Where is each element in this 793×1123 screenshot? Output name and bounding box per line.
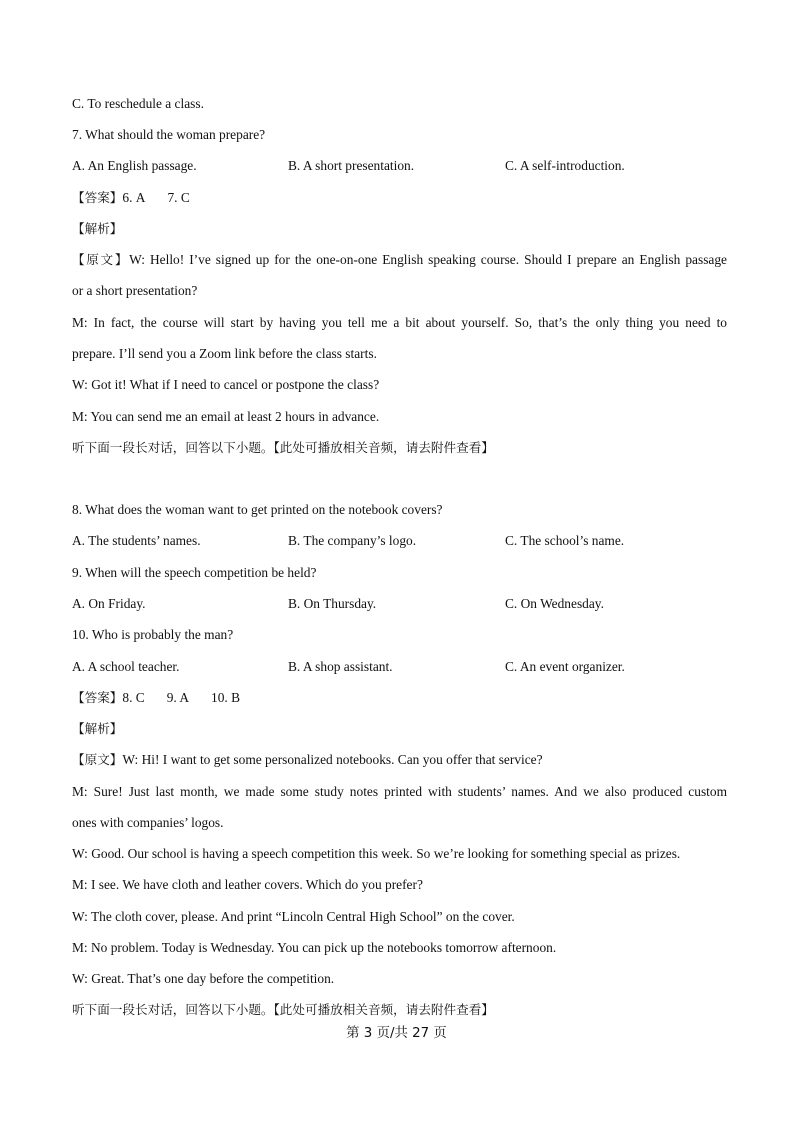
q8-option-a: A. The students’ names. [72,533,201,548]
transcript-line: or a short presentation? [72,283,198,298]
question-9: 9. When will the speech competition be held? [72,565,317,580]
answer-10: 10. B [211,690,241,705]
transcript-line: M: You can send me an email at least 2 hours in advance. [72,409,380,424]
option-c-previous: C. To reschedule a class. [72,96,204,111]
transcript-line: prepare. I’ll send you a Zoom link before the class starts. [72,346,377,361]
transcript-line: ones with companies’ logos. [72,815,224,830]
q10-option-c: C. An event organizer. [505,659,625,674]
question-10: 10. Who is probably the man? [72,627,234,642]
transcript-line: M: No problem. Today is Wednesday. You can pick up the notebooks tomorrow afternoon. [72,940,557,955]
q10-option-b: B. A shop assistant. [288,659,393,674]
q9-option-c: C. On Wednesday. [505,596,604,611]
listening-instruction: 听下面一段长对话，回答以下小题。【此处可播放相关音频，请去附件查看】 [72,440,494,455]
listening-instruction: 听下面一段长对话，回答以下小题。【此处可播放相关音频，请去附件查看】 [72,1002,494,1017]
q8-option-c: C. The school’s name. [505,533,625,548]
answer-label: 【答案】 [72,190,123,205]
q7-option-b: B. A short presentation. [288,158,415,173]
transcript-line: W: Got it! What if I need to cancel or postpone the class? [72,377,380,392]
page-footer: 第 3 页/共 27 页 [346,1026,447,1041]
question-7: 7. What should the woman prepare? [72,127,266,142]
q8-option-b: B. The company’s logo. [288,533,417,548]
answer-9: 9. A [166,690,190,705]
analysis-label: 【解析】 [72,721,123,736]
original-label: 【原文】 [72,252,130,267]
transcript-line [72,752,543,768]
q7-option-c: C. A self-introduction. [505,158,625,173]
answer-label: 【答案】 [72,690,123,705]
transcript-line: W: The cloth cover, please. And print “Lincoln Central High School” on the cover. [72,909,515,924]
q7-option-a: A. An English passage. [72,158,197,173]
transcript-line [72,252,727,268]
original-label: 【原文】 [72,752,123,767]
answer-6: 6. A [122,190,146,205]
transcript-line: W: Great. That’s one day before the competition. [72,971,335,986]
transcript-text: W: Hi! I want to get some personalized notebooks. Can you offer that service? [122,752,543,767]
transcript-line: M: I see. We have cloth and leather covers. Which do you prefer? [72,877,423,892]
q9-option-b: B. On Thursday. [288,596,377,611]
question-8: 8. What does the woman want to get printed on the notebook covers? [72,502,443,517]
answer-7: 7. C [167,190,190,205]
answer-line-2 [72,690,240,706]
q10-option-a: A. A school teacher. [72,659,180,674]
q9-option-a: A. On Friday. [72,596,146,611]
answer-line-1 [72,190,190,206]
transcript-line: M: Sure! Just last month, we made some study notes printed with students’ names. And we also produced custom [72,784,727,799]
answer-8: 8. C [122,690,145,705]
transcript-line: W: Good. Our school is having a speech competition this week. So we’re looking for something special as prizes. [72,846,681,861]
analysis-label: 【解析】 [72,221,123,236]
transcript-text: W: Hello! I’ve signed up for the one-on-one English speaking course. Should I prepare an English passage [129,252,727,267]
transcript-line: M: In fact, the course will start by having you tell me a bit about yourself. So, that’s the only thing you need to [72,315,727,330]
